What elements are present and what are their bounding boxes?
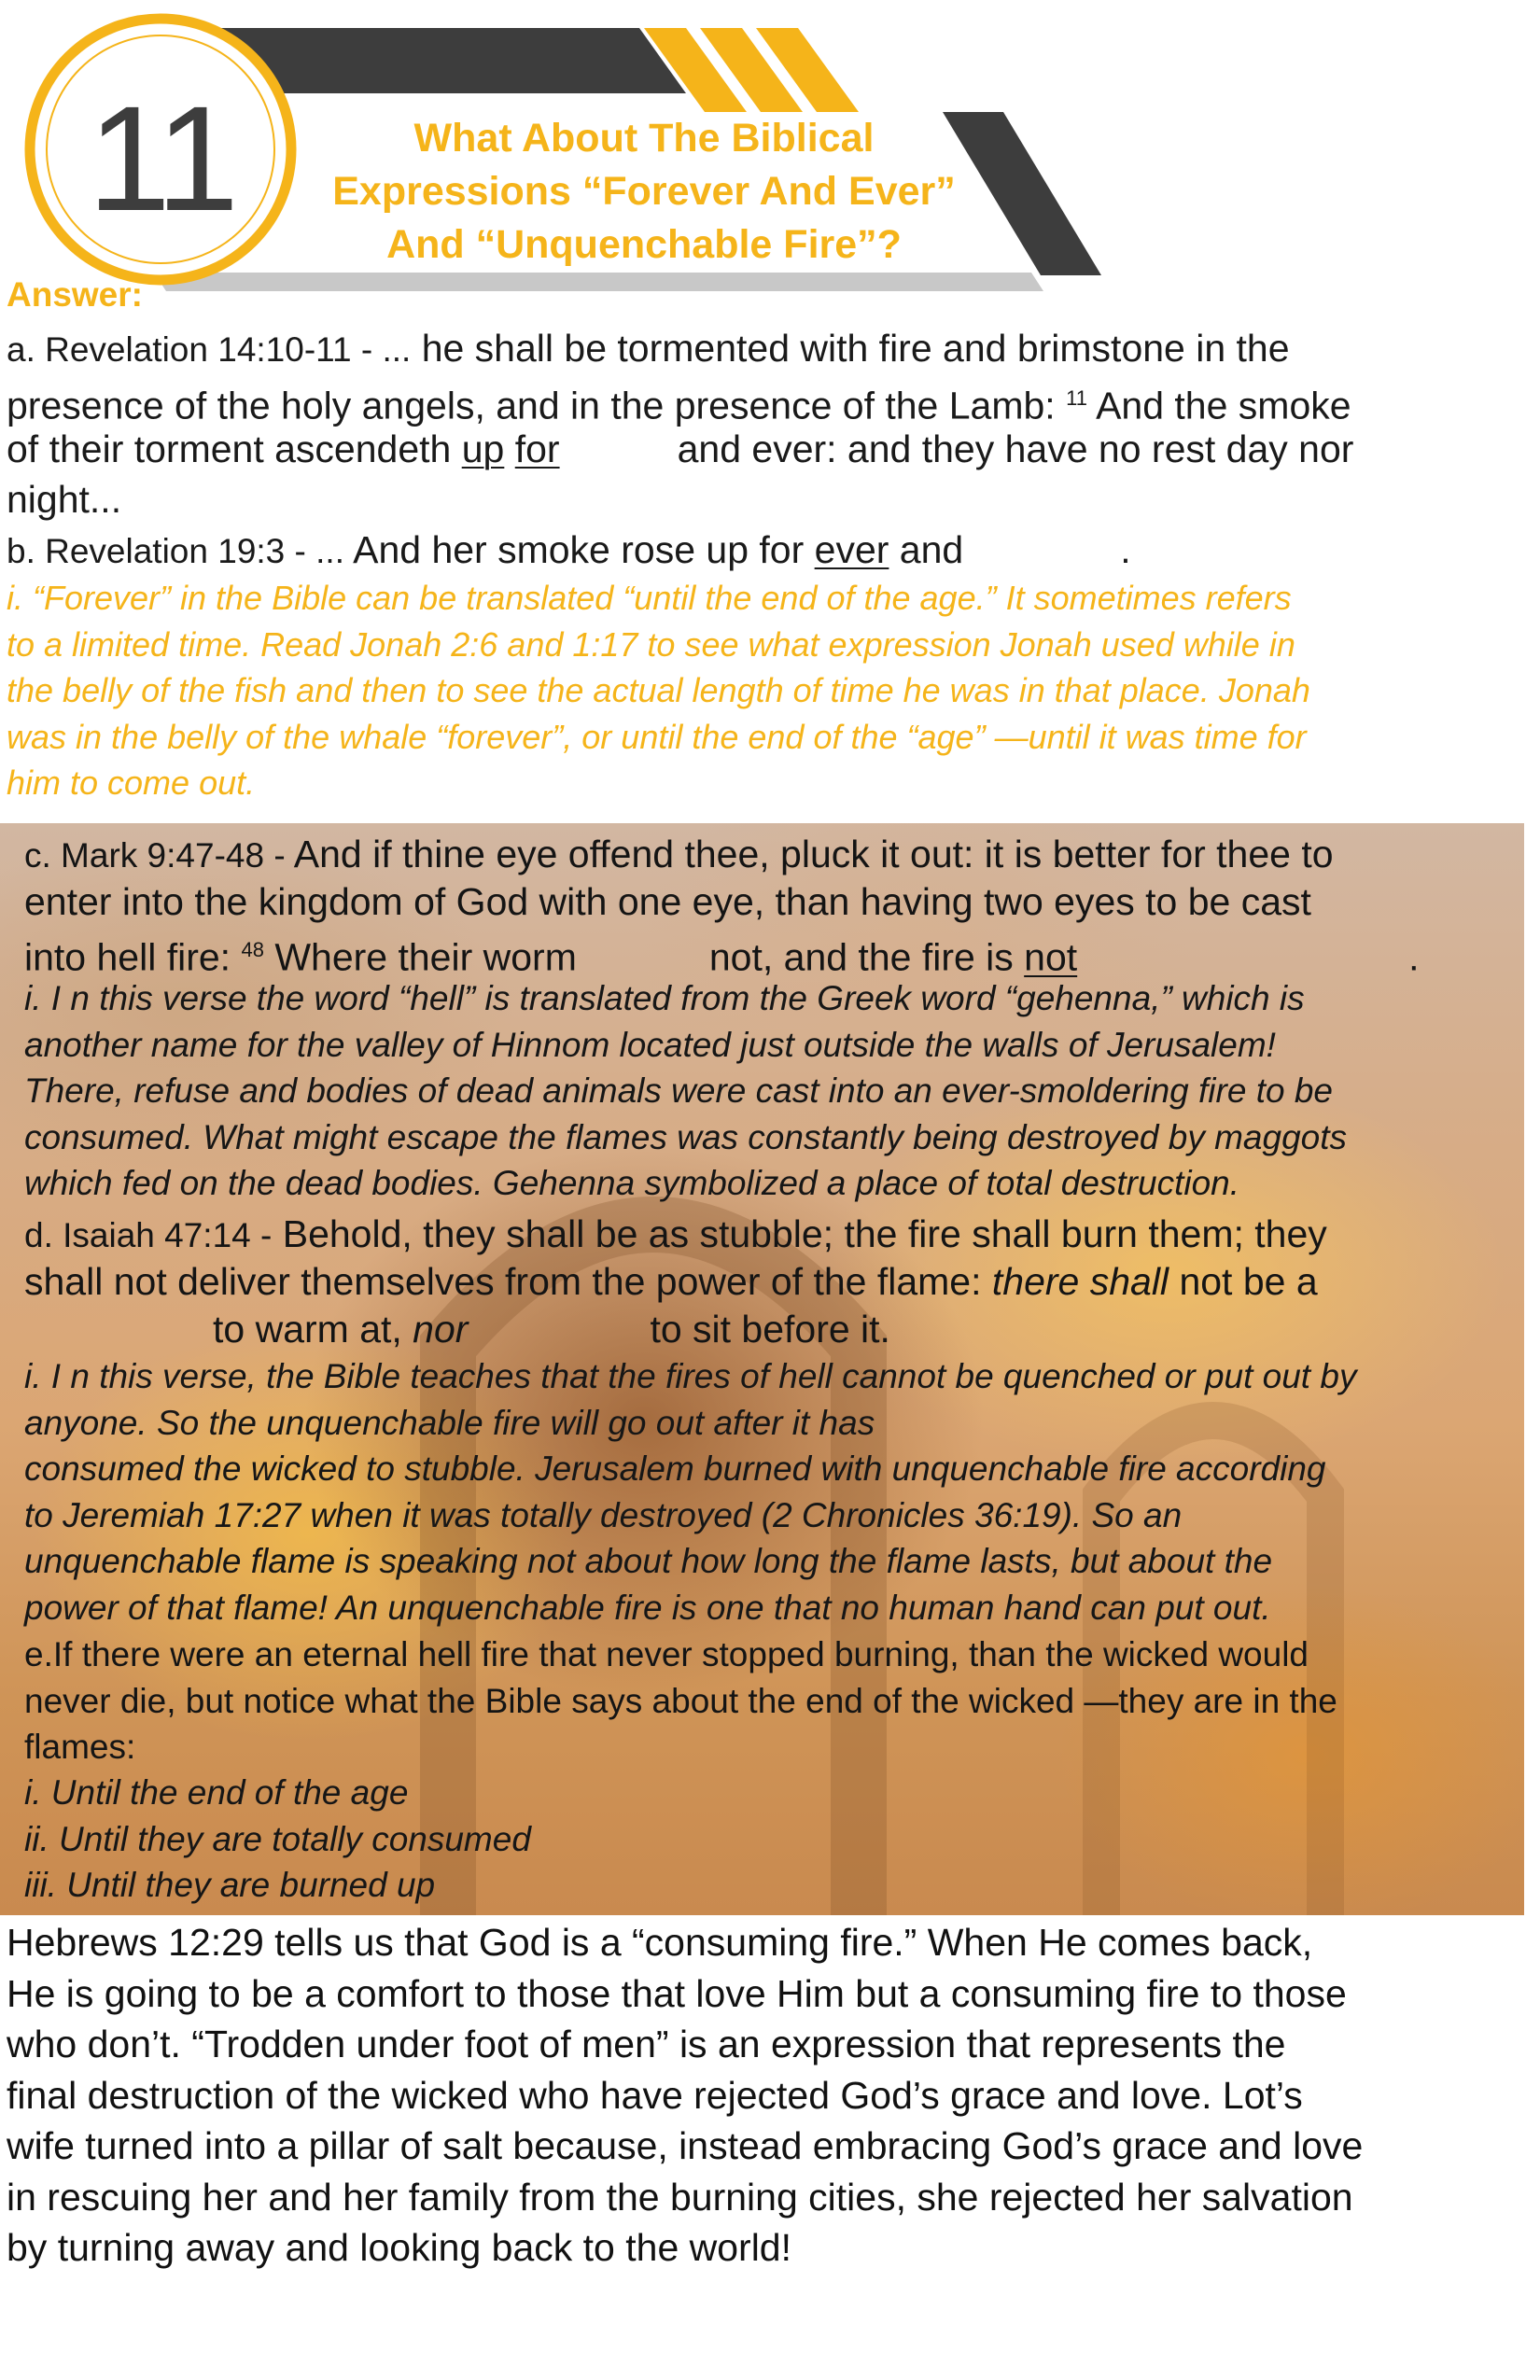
title-line: What About The Biblical bbox=[413, 116, 875, 161]
section-a-line-2: presence of the holy angels, and in the presence of the Lamb: $^{11}$ And the smoke bbox=[7, 384, 1351, 427]
section-e-line: never die, but notice what the Bible says about the end of the wicked —they are in the bbox=[24, 1681, 1337, 1720]
conclusion-line: He is going to be a comfort to those that love Him but a consuming fire to those bbox=[7, 1971, 1347, 2015]
note-line: which fed on the dead bodies. Gehenna symbolized a place of total destruction. bbox=[24, 1164, 1240, 1202]
note-line: i. “Forever” in the Bible can be translated “until the end of the age.” It sometimes refers bbox=[7, 579, 1292, 617]
verse-number: 48 bbox=[241, 938, 264, 961]
fill-in-word: ever bbox=[814, 528, 889, 571]
note-line: consumed. What might escape the flames was constantly being destroyed by maggots bbox=[24, 1117, 1348, 1156]
note-line: unquenchable flame is speaking not about how long the flame lasts, but about the bbox=[24, 1542, 1273, 1580]
note-line: consumed the wicked to stubble. Jerusalem burned with unquenchable fire according bbox=[24, 1449, 1326, 1488]
verse-number: 11 bbox=[1066, 386, 1087, 410]
note-hell bbox=[24, 975, 1347, 1207]
conclusion-line: final destruction of the wicked who have rejected God’s grace and love. Lot’s bbox=[7, 2073, 1303, 2117]
section-c-line-2: enter into the kingdom of God with one eye, than having two eyes to be cast bbox=[24, 880, 1311, 923]
title-line: And “Unquenchable Fire”? bbox=[386, 222, 902, 267]
fill-in-word: for bbox=[514, 427, 560, 470]
section-a-line-4: night... bbox=[7, 478, 122, 521]
section-e-line: flames: bbox=[24, 1728, 136, 1766]
section-d-line-1: d. Isaiah 47:14 - Behold, they shall be as stubble; the fire shall burn them; they bbox=[24, 1212, 1327, 1255]
fill-in-word: up bbox=[461, 427, 505, 470]
note-line: to Jeremiah 17:27 when it was totally destroyed (2 Chronicles 36:19). So an bbox=[24, 1495, 1183, 1534]
conclusion-line: who don’t. “Trodden under foot of men” is an expression that represents the bbox=[7, 2023, 1286, 2065]
section-d-reference: d. Isaiah 47:14 - bbox=[24, 1216, 273, 1254]
note-line: the belly of the fish and then to see the actual length of time he was in that place. Jonah bbox=[7, 671, 1310, 709]
note-line: There, refuse and bodies of dead animals were cast into an ever-smoldering fire to be bbox=[24, 1071, 1333, 1110]
list-item: i. Until the end of the age bbox=[24, 1773, 409, 1812]
section-e bbox=[24, 1631, 1337, 1771]
note-line: anyone. So the unquenchable fire will go out after it has bbox=[24, 1403, 875, 1442]
note-line: him to come out. bbox=[7, 763, 256, 802]
note-line: was in the belly of the whale “forever”, or until the end of the “age” —until it was time for bbox=[7, 717, 1307, 756]
fire-background-panel bbox=[0, 823, 1524, 1915]
section-e-list bbox=[24, 1770, 531, 1909]
list-item: iii. Until they are burned up bbox=[24, 1866, 436, 1904]
note-unquenchable bbox=[24, 1353, 1356, 1631]
note-line: i. I n this verse, the Bible teaches that the fires of hell cannot be quenched or put out by bbox=[24, 1357, 1357, 1395]
fill-in-word: not bbox=[1024, 935, 1078, 979]
page-title bbox=[280, 112, 1008, 272]
section-b-reference: b. Revelation 19:3 - ... bbox=[7, 532, 344, 570]
note-line: i. I n this verse the word “hell” is translated from the Greek word “gehenna,” which is bbox=[24, 979, 1305, 1017]
answer-label: Answer: bbox=[7, 275, 143, 314]
section-c-reference: c. Mark 9:47-48 - bbox=[24, 836, 286, 875]
section-c-line-3: into hell fire: $^{48}$ Where their worm not, and the fire is not . bbox=[24, 935, 1420, 979]
conclusion-line: in rescuing her and her family from the burning cities, she rejected her salvation bbox=[7, 2175, 1353, 2219]
section-a-line-3: of their torment ascendeth up for and ever: and they have no rest day nor bbox=[7, 427, 1354, 470]
conclusion-line: Hebrews 12:29 tells us that God is a “consuming fire.” When He comes back, bbox=[7, 1921, 1313, 1964]
section-b-line: b. Revelation 19:3 - ... And her smoke rose up for ever and . bbox=[7, 528, 1131, 571]
title-line: Expressions “Forever And Ever” bbox=[332, 169, 956, 214]
note-line: to a limited time. Read Jonah 2:6 and 1:17 to see what expression Jonah used while in bbox=[7, 624, 1295, 664]
section-e-line: e.If there were an eternal hell fire that never stopped burning, than the wicked would bbox=[24, 1635, 1309, 1673]
note-line: another name for the valley of Hinnom located just outside the walls of Jerusalem! bbox=[24, 1025, 1276, 1064]
conclusion-line: wife turned into a pillar of salt because, instead embracing God’s grace and love bbox=[7, 2124, 1364, 2167]
section-c-line-1: c. Mark 9:47-48 - And if thine eye offend thee, pluck it out: it is better for thee to bbox=[24, 833, 1334, 875]
note-forever bbox=[7, 575, 1310, 806]
section-a-reference: a. Revelation 14:10-11 - ... bbox=[7, 330, 412, 369]
lesson-number: 11 bbox=[87, 75, 236, 242]
list-item: ii. Until they are totally consumed bbox=[24, 1819, 531, 1858]
section-d-line-2: shall not deliver themselves from the power of the flame: there shall not be a bbox=[24, 1260, 1318, 1303]
section-a-line-1: a. Revelation 14:10-11 - ... he shall be tormented with fire and brimstone in the bbox=[7, 327, 1290, 370]
section-d-line-3: to warm at, nor to sit before it. bbox=[213, 1308, 890, 1351]
note-line: power of that flame! An unquenchable fire is one that no human hand can put out. bbox=[24, 1588, 1271, 1627]
conclusion-paragraph bbox=[7, 1917, 1363, 2274]
conclusion-line: by turning away and looking back to the world! bbox=[7, 2226, 792, 2269]
